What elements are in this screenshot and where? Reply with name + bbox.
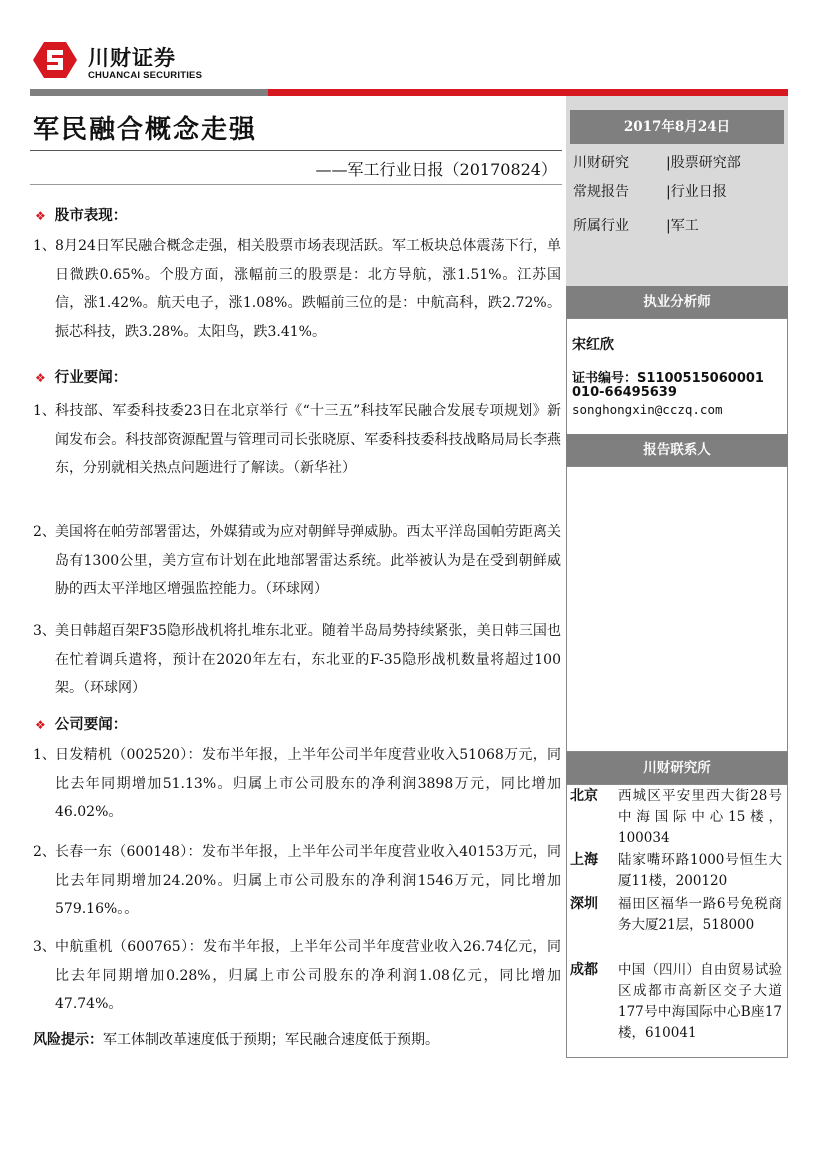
meta-row-report-type: 常规报告 |行业日报 — [573, 184, 727, 200]
report-title: 军民融合概念走强 — [33, 115, 258, 145]
office-shenzhen: 深圳 福田区福华一路6号免税商务大厦21层，518000 — [570, 896, 782, 933]
section-heading-industry: ❖ 行业要闻： — [35, 370, 128, 386]
contact-box — [566, 466, 788, 752]
brand-name-en: CHUANCAI SECURITIES — [88, 70, 203, 81]
subtitle-divider — [30, 184, 562, 185]
analyst-phone: 010-66495639 — [572, 385, 677, 400]
header-bar-gray — [30, 89, 268, 96]
chuancai-logo-icon — [33, 40, 77, 80]
research-institute-heading: 川财研究所 — [566, 752, 788, 784]
office-shanghai: 上海 陆家嘴环路1000号恒生大厦11楼，200120 — [570, 852, 782, 889]
meta-row-industry: 所属行业 |军工 — [573, 218, 699, 234]
industry-item-3: 3、 美日韩超百架F35隐形战机将扎堆东北亚。随着半岛局势持续紧张，美日韩三国也在忙着调兵遣将，预计在2020年左右，东北亚的F-35隐形战机数量将超过100架。（环球网） — [33, 623, 561, 696]
analyst-cert-number: 证书编号：S1100515060001 — [572, 371, 764, 386]
analyst-email: songhongxin@cczq.com — [572, 402, 723, 417]
company-item-1: 1、 日发精机（002520）：发布半年报，上半年公司半年度营业收入51068万元，同比去年同期增加51.13%。归属上市公司股东的净利润3898万元，同比增加46.02%。 — [33, 747, 561, 820]
report-subtitle: ——军工行业日报（20170824） — [315, 160, 557, 179]
diamond-bullet-icon: ❖ — [35, 209, 46, 223]
industry-item-1: 1、 科技部、军委科技委23日在北京举行《“十三五”科技军民融合发展专项规划》新闻发布会。科技部资源配置与管理司司长张晓原、军委科技委科技战略局局长李燕东，分别就相关热点问题进行了解读。（新华社） — [33, 403, 561, 476]
meta-row-research: 川财研究 |股票研究部 — [573, 155, 741, 171]
office-beijing: 北京 西城区平安里西大街28号中海国际中心15楼，100034 — [570, 788, 782, 846]
contact-heading: 报告联系人 — [566, 434, 788, 466]
section-heading-market: ❖ 股市表现： — [35, 208, 128, 224]
diamond-bullet-icon: ❖ — [35, 718, 46, 732]
report-date: 2017年8月24日 — [570, 110, 784, 144]
risk-notice: 风险提示：军工体制改革速度低于预期；军民融合速度低于预期。 — [33, 1032, 439, 1048]
market-item-1: 1、 8月24日军民融合概念走强，相关股票市场表现活跃。军工板块总体震荡下行，单日微跌0.65%。个股方面，涨幅前三的股票是：北方导航，涨1.51%。江苏国信，涨1.42%。航天电子，涨1.08%。跌幅前三位的是：中航高科，跌2.72%。振芯科技，跌3.28%。太阳鸟，跌3.41%。 — [33, 238, 561, 340]
section-heading-company: ❖ 公司要闻： — [35, 717, 128, 733]
diamond-bullet-icon: ❖ — [35, 371, 46, 385]
header-bar-red — [268, 89, 788, 96]
industry-item-2: 2、 美国将在帕劳部署雷达，外媒猜或为应对朝鲜导弹威胁。西太平洋岛国帕劳距离关岛有1300公里，美方宣布计划在此地部署雷达系统。此举被认为是在受到朝鲜威胁的西太平洋地区增强监控能力。（环球网） — [33, 524, 561, 597]
company-item-2: 2、 长春一东（600148）：发布半年报，上半年公司半年度营业收入40153万元，同比去年同期增加24.20%。归属上市公司股东的净利润1546万元，同比增加579.16%。。 — [33, 844, 561, 917]
company-item-3: 3、 中航重机（600765）：发布半年报，上半年公司半年度营业收入26.74亿元，同比去年同期增加0.28%，归属上市公司股东的净利润1.08亿元，同比增加47.74%。 — [33, 939, 561, 1012]
analyst-heading: 执业分析师 — [566, 286, 788, 318]
title-divider — [30, 150, 562, 151]
office-chengdu: 成都 中国（四川）自由贸易试验区成都市高新区交子大道177号中海国际中心B座17楼，610041 — [570, 962, 782, 1041]
brand-name-cn: 川财证券 — [88, 46, 176, 70]
analyst-name: 宋红欣 — [572, 337, 614, 353]
